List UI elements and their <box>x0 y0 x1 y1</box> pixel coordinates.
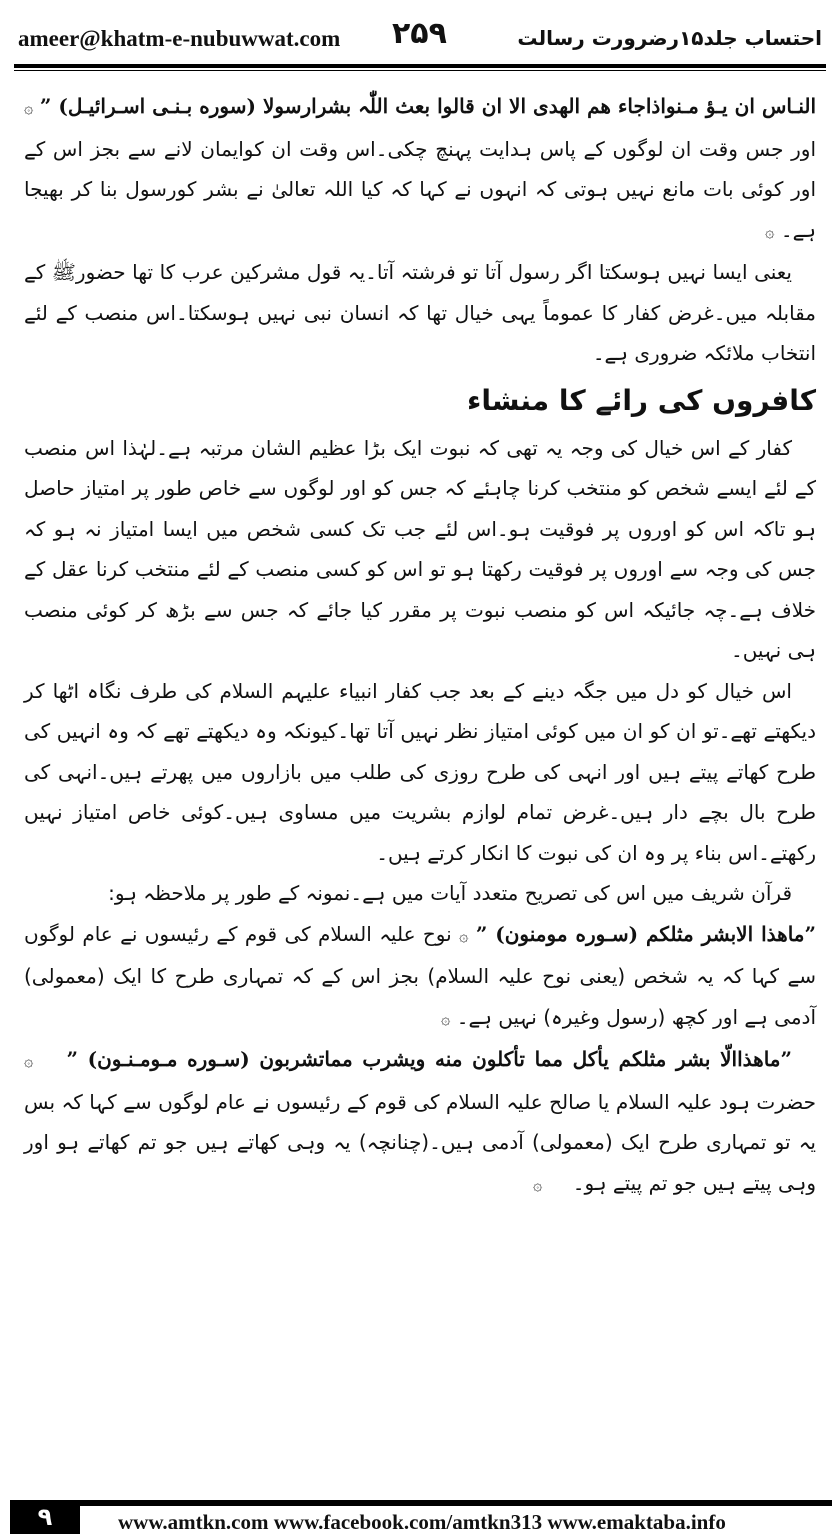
header-email: ameer@khatm-e-nubuwwat.com <box>18 26 341 51</box>
paragraph-4 <box>24 671 816 874</box>
ornament-open-icon: ۞ <box>24 98 34 117</box>
translation-1: اور جس وقت ان لوگوں کے پاس ہدایت پہنچ چکی۔اس وقت ان کوایمان لانے سے بجز اس کے اور کوئی بات مانع نہیں ہوتی کہ انہوں نے کہا کہ کیا اللہ تعالیٰ نے بشر کورسول بنا کر بھیجا ہے۔ <box>24 136 816 242</box>
footer-links: www.amtkn.com www.facebook.com/amtkn313 www.emaktaba.info <box>118 1510 726 1534</box>
header-rule-thin <box>14 70 826 71</box>
paragraph-7 <box>24 1039 816 1205</box>
ornament-close-icon: ۞ <box>441 1008 451 1028</box>
ornament-open-icon: ۞ <box>24 1051 34 1070</box>
translation-3: حضرت ہود علیہ السلام یا صالح علیہ السلام کی قوم کے رئیسوں نے عام لوگوں سے کہا کہ بس یہ تو تمہاری طرح ایک (معمولی) آدمی ہیں۔(چنانچہ) یہ وہی کھاتے ہیں جو تم کھاتے ہو اور وہی پیتے ہیں جو تم پیتے ہو۔ <box>24 1089 816 1195</box>
header-page-number: ۲۵۹ <box>392 16 447 51</box>
translation-2: نوح علیہ السلام کی قوم کے رئیسوں نے عام لوگوں سے کہا کہ یہ شخص (یعنی نوح علیہ السلام) بجز اس کے کہ تمہاری طرح کا ایک (معمولی) آدمی ہے اور کچھ (رسول وغیرہ) نہیں ہے۔ <box>24 921 816 1029</box>
footer-number: ٩ <box>10 1500 80 1534</box>
explanation-1: یعنی ایسا نہیں ہوسکتا اگر رسول آتا تو فرشتہ آتا۔یہ قول مشرکین عرب کا تھا حضورﷺ کے مقابلہ میں۔غرض کفار کا عموماً یہی خیال تھا کہ انسان نبی نہیں ہوسکتا۔اس منصب کے لئے انتخاب ملائکہ ضروری ہے۔ <box>24 260 816 365</box>
quran-verse-1: النـاس ان يـؤ مـنواذاجاء هم الهدی الا ان قالوا بعث اللّٰہ بشرارسولا (سوره بـنـی اسـرائیـل) ” <box>39 94 816 118</box>
quran-verse-3: ”ماهذاالّا بشر مثلكم يأكل مما تأكلون منه ويشرب مماتشربون (سـوره مـومـنـون) ” <box>66 1047 793 1071</box>
page-content <box>24 86 816 1205</box>
explanation-4: قرآن شریف میں اس کی تصریح متعدد آیات میں ہے۔نمونہ کے طور پر ملاحظہ ہو: <box>108 881 792 905</box>
paragraph-1 <box>24 86 816 252</box>
paragraph-3 <box>24 428 816 671</box>
ornament-close-icon: ۞ <box>765 221 775 241</box>
quran-verse-2: ”ماهذا الابشر مثلكم (سـوره مومنون) ” <box>475 921 817 946</box>
explanation-3: اس خیال کو دل میں جگہ دینے کے بعد جب کفار انبیاء علیہم السلام کی طرف نگاہ اٹھا کر دیکھتے تھے۔تو ان کو ان میں کوئی امتیاز نظر نہیں آتا تھا۔کیونکہ وہ دیکھتے تھے کہ وہ انہیں کی طرح کھاتے پیتے ہیں اور انہی کی طرح روزی کی طلب میں بازاروں میں پھرتے ہیں۔انہی کی طرح بال بچے دار ہیں۔غرض تمام لوازم بشریت میں مساوی ہیں۔کوئی خاص امتیاز نہیں رکھتے۔اس بناء پر وہ ان کی نبوت کا انکار کرتے ہیں۔ <box>24 678 816 865</box>
footer-bar <box>80 1500 832 1506</box>
page-footer <box>0 1498 840 1540</box>
paragraph-5 <box>24 873 816 914</box>
paragraph-2 <box>24 252 816 374</box>
header-rule-thick <box>14 64 826 68</box>
header-book-title: احتساب جلد۱۵رضرورت رسالت <box>517 26 822 50</box>
section-heading: کافروں کی رائے کا منشاء <box>467 383 816 417</box>
ornament-open-icon: ۞ <box>459 925 469 945</box>
page-header <box>14 12 826 64</box>
ornament-close-icon: ۞ <box>533 1174 543 1194</box>
paragraph-6 <box>24 914 816 1040</box>
explanation-2: کفار کے اس خیال کی وجہ یہ تھی کہ نبوت ایک بڑا عظیم الشان مرتبہ ہے۔لہٰذا اس منصب کے لئے ایسے شخص کو منتخب کرنا چاہئے کہ جس کو اور لوگوں سے خاص طور پر امتیاز حاصل ہو تاکہ اس کو اوروں پر فوقیت ہو۔اس لئے جب تک کسی شخص میں ایسا امتیاز نہ ہو کہ جس کی وجہ سے اوروں پر فوقیت رکھتا ہو تو اس کو کسی منصب کے لئے منتخب کرنا عقل کے خلاف ہے۔چہ جائیکہ اس کو منصب نبوت پر مقرر کیا جائے کہ جس سے بڑھ کر کوئی منصب ہی نہیں۔ <box>24 435 816 662</box>
